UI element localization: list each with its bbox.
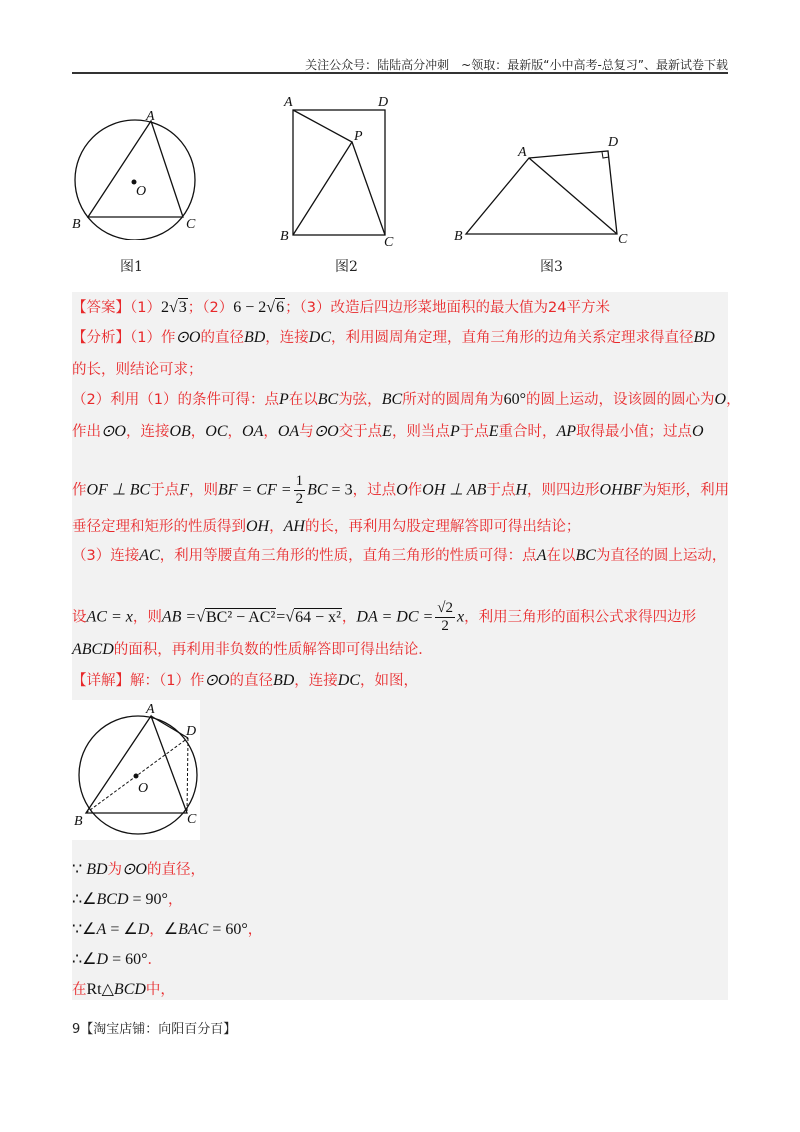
math-segment: = xyxy=(276,608,286,626)
detail-figure xyxy=(72,700,200,840)
denominator: 2 xyxy=(295,491,304,507)
math-segment: OH ⊥ AB xyxy=(422,481,487,499)
text-segment: ， xyxy=(269,519,284,535)
math-segment: = 60° xyxy=(208,921,248,938)
page-header: 关注公众号：陆陆高分冲刺 ~领取：最新版“小中高考-总复习”、最新试卷下载 xyxy=(305,58,728,72)
math-segment: OH xyxy=(246,518,270,535)
text-segment: 交于点 xyxy=(338,424,383,440)
text-segment: 为弦， xyxy=(338,392,382,408)
text-line xyxy=(72,422,704,442)
math-segment: P xyxy=(278,391,289,408)
text-segment: 【分析】（1）作 xyxy=(72,330,176,346)
text-segment: 为 xyxy=(107,862,123,878)
text-line xyxy=(72,920,262,940)
math-segment: x xyxy=(457,608,465,626)
math-segment: P xyxy=(449,423,460,440)
math-segment: BD xyxy=(272,672,295,689)
text-line xyxy=(72,860,205,880)
text-segment: 的直径 xyxy=(229,673,273,689)
figure-3-caption: 图3 xyxy=(540,259,563,275)
math-segment: 60° xyxy=(503,391,527,408)
math-segment: ∴∠ xyxy=(72,891,97,908)
math-segment: ∠ xyxy=(163,921,179,938)
text-line xyxy=(72,890,182,910)
text-segment: 重合时， xyxy=(498,424,557,440)
text-segment: 与 xyxy=(299,424,314,440)
math-segment: ∵ xyxy=(72,861,87,878)
text-segment: 为矩形，利用 xyxy=(642,482,730,499)
math-segment: BC xyxy=(381,391,403,408)
text-line xyxy=(72,360,203,380)
text-segment: 为直径的圆上运动， xyxy=(595,548,727,564)
math-segment: 6 − 2 xyxy=(233,299,267,316)
math-segment: BCD xyxy=(113,981,146,998)
math-segment: OC xyxy=(205,423,228,440)
text-line xyxy=(72,473,729,508)
text-segment: 解：（1）作 xyxy=(130,673,205,689)
math-segment: OHBF xyxy=(599,481,643,499)
math-segment: O xyxy=(396,481,408,499)
text-segment: ，连接 xyxy=(265,330,309,346)
math-segment: D xyxy=(96,951,109,968)
math-segment: ⊙O xyxy=(122,861,147,878)
math-segment: Rt△ xyxy=(86,981,114,998)
math-segment: AH xyxy=(283,518,305,535)
text-segment: ，连接 xyxy=(125,424,170,440)
math-segment: = 60° xyxy=(108,951,148,968)
radicand: 64 − x² xyxy=(295,608,341,626)
math-segment: DA = DC = xyxy=(356,608,434,626)
svg-text:D: D xyxy=(608,135,619,150)
math-segment: DC xyxy=(337,672,361,689)
svg-text:B: B xyxy=(74,814,83,829)
text-segment: ，过点 xyxy=(352,482,397,499)
text-segment: ，利用三角形的面积公式求得四边形 xyxy=(464,609,697,626)
text-segment: ． xyxy=(147,952,163,968)
svg-text:B: B xyxy=(454,229,463,244)
math-segment: BF = CF = xyxy=(218,481,292,499)
fraction xyxy=(294,473,306,508)
math-segment: BD xyxy=(86,861,108,878)
square-root: √3 xyxy=(168,299,187,316)
text-segment: 垂径定理和矩形的性质得到 xyxy=(72,519,246,535)
svg-text:D: D xyxy=(186,724,197,739)
text-segment: 作 xyxy=(72,482,87,499)
text-segment: 于点 xyxy=(486,482,516,499)
numerator: √2 xyxy=(437,600,454,616)
math-segment: 2 xyxy=(160,299,169,316)
fraction xyxy=(435,600,455,635)
text-segment: 作 xyxy=(407,482,423,499)
math-segment: OB xyxy=(169,423,191,440)
math-segment: ABCD xyxy=(72,641,114,658)
text-segment: 取得最小值；过点 xyxy=(576,424,693,440)
math-segment: BD xyxy=(243,329,266,346)
text-segment: ，利用等腰直角三角形的性质，直角三角形的性质可得：点 xyxy=(159,548,537,564)
text-segment: 的长，再利用勾股定理解答即可得出结论； xyxy=(304,519,581,535)
svg-text:A: A xyxy=(284,95,293,110)
svg-text:C: C xyxy=(384,235,394,250)
text-segment: ， xyxy=(263,424,278,440)
text-segment: ，连接 xyxy=(294,673,338,689)
text-segment: 的直径 xyxy=(200,330,244,346)
text-segment: ，则当点 xyxy=(391,424,450,440)
math-segment: = 90° xyxy=(128,891,168,908)
text-segment: 的直径， xyxy=(146,862,205,878)
numerator: 1 xyxy=(295,473,304,489)
square-root: √64 − x² xyxy=(285,608,341,626)
svg-text:C: C xyxy=(187,812,197,827)
text-line xyxy=(72,546,726,566)
text-segment: ；（2） xyxy=(187,300,234,316)
page-footer: 9【淘宝店铺：向阳百分百】 xyxy=(72,1022,237,1037)
text-segment: ， xyxy=(726,392,741,408)
math-segment: = ∠ xyxy=(106,921,138,938)
text-segment: （2）利用（1）的条件可得：点 xyxy=(72,392,279,408)
math-segment: D xyxy=(137,921,150,938)
figure-2-caption: 图2 xyxy=(335,259,358,275)
math-segment: BAC xyxy=(178,921,209,938)
text-line xyxy=(72,600,696,635)
figure-2-rectangle xyxy=(280,92,410,252)
square-root: √6 xyxy=(266,299,285,316)
text-segment: ， xyxy=(149,922,164,938)
math-segment: ⊙O xyxy=(101,423,126,440)
text-segment: 【详解】 xyxy=(72,673,130,689)
text-segment: 于点 xyxy=(459,424,489,440)
text-segment: 设 xyxy=(72,609,87,626)
text-segment: ， xyxy=(227,424,243,440)
math-segment: BD xyxy=(693,329,715,346)
text-segment: 作出 xyxy=(72,424,101,440)
text-segment: 在以 xyxy=(288,392,318,408)
svg-text:A: A xyxy=(146,702,155,717)
math-segment: ⊙O xyxy=(313,423,339,440)
text-segment: ， xyxy=(247,922,263,938)
text-segment: ， xyxy=(341,609,357,626)
math-segment: AP xyxy=(556,423,577,440)
text-segment: 中， xyxy=(145,982,175,998)
text-line xyxy=(72,640,433,660)
svg-text:P: P xyxy=(354,129,363,144)
text-line xyxy=(72,517,580,537)
text-segment: 的面积，再利用非负数的性质解答即可得出结论． xyxy=(113,642,433,658)
svg-text:O: O xyxy=(136,184,147,199)
text-segment: ，则 xyxy=(132,609,162,626)
text-line xyxy=(72,950,162,970)
text-segment: 的圆上运动，设该圆的圆心为 xyxy=(526,392,715,408)
math-segment: F xyxy=(179,481,189,499)
denominator: 2 xyxy=(441,618,449,634)
text-segment: ，利用圆周角定理，直角三角形的边角关系定理求得直径 xyxy=(331,330,694,346)
text-segment: ， xyxy=(167,892,183,908)
radicand: 3 xyxy=(178,299,187,316)
figure-1-caption: 图1 xyxy=(120,259,143,275)
text-segment: 的长，则结论可求； xyxy=(72,362,203,378)
math-segment: AC xyxy=(139,547,160,564)
svg-text:A: A xyxy=(146,109,155,124)
svg-text:D: D xyxy=(378,95,389,110)
text-segment: 于点 xyxy=(150,482,180,499)
radicand: BC² − AC² xyxy=(205,608,276,626)
text-segment: （3）连接 xyxy=(72,548,140,564)
math-segment: OF ⊥ BC xyxy=(86,481,151,499)
square-root: √BC² − AC² xyxy=(196,608,276,626)
math-segment: A xyxy=(96,921,107,938)
math-segment: AB = xyxy=(161,608,197,626)
math-segment: ⊙O xyxy=(175,329,201,346)
header-rule xyxy=(72,72,728,74)
svg-text:B: B xyxy=(280,229,289,244)
math-segment: O xyxy=(692,423,704,440)
text-line xyxy=(72,671,418,691)
text-line xyxy=(72,328,715,348)
text-line xyxy=(72,298,610,318)
math-segment: DC xyxy=(308,329,332,346)
math-segment: O xyxy=(714,391,727,408)
svg-text:C: C xyxy=(186,217,196,232)
text-segment: ，则四边形 xyxy=(527,482,600,499)
text-segment: 【答案】（1） xyxy=(72,300,161,316)
figure-1-circle-triangle xyxy=(68,100,218,240)
math-segment: = 3 xyxy=(327,481,353,499)
math-segment: BC xyxy=(307,481,328,499)
svg-text:O: O xyxy=(138,781,149,796)
svg-text:C: C xyxy=(618,232,628,247)
text-segment: 在以 xyxy=(546,548,576,564)
math-segment: E xyxy=(382,423,392,440)
text-segment: ，如图， xyxy=(360,673,419,689)
math-segment: BC xyxy=(317,391,339,408)
math-segment: ∴∠ xyxy=(72,951,97,968)
math-segment: H xyxy=(515,481,528,499)
text-segment: 所对的圆周角为 xyxy=(402,392,504,408)
text-line xyxy=(72,390,741,410)
math-segment: ∵∠ xyxy=(72,921,97,938)
math-segment: BC xyxy=(575,547,596,564)
text-segment: ；（3）改造后四边形菜地面积的最大值为24平方米 xyxy=(285,300,610,316)
math-segment: OA xyxy=(242,423,264,440)
math-segment: BCD xyxy=(96,891,129,908)
math-segment: E xyxy=(488,423,499,440)
figure-3-quadrilateral xyxy=(450,130,640,250)
svg-text:B: B xyxy=(72,217,81,232)
text-line xyxy=(72,980,175,1000)
math-segment: AC = x xyxy=(86,608,133,626)
text-segment: ，则 xyxy=(189,482,218,499)
text-segment: 在 xyxy=(72,982,87,998)
text-segment: ， xyxy=(190,424,206,440)
math-segment: A xyxy=(536,547,547,564)
math-segment: ⊙O xyxy=(204,672,230,689)
svg-text:A: A xyxy=(518,145,527,160)
math-segment: OA xyxy=(277,423,300,440)
radicand: 6 xyxy=(276,299,285,316)
